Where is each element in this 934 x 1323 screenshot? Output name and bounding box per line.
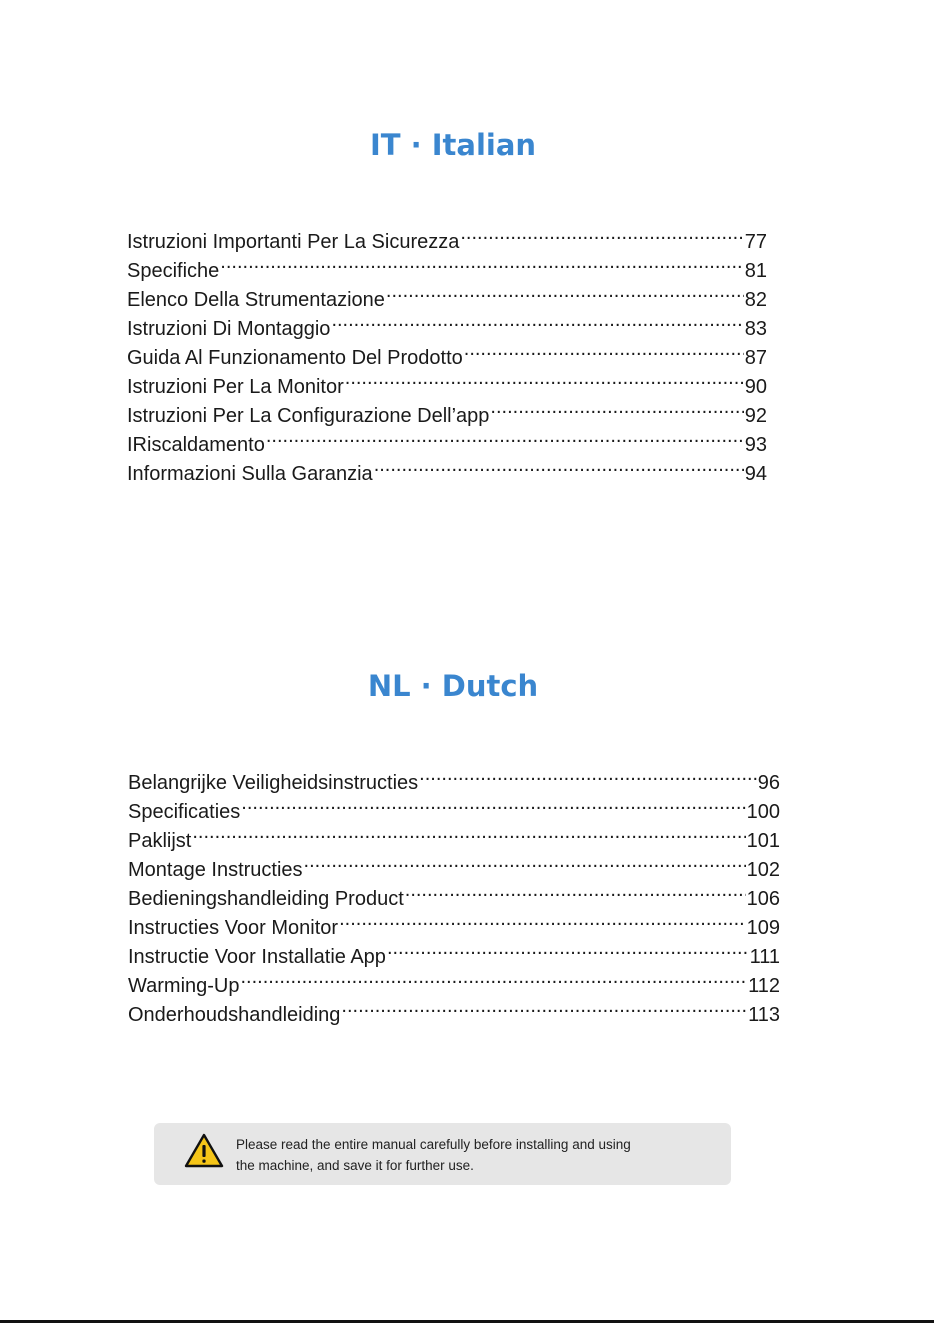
toc-leader-dots <box>241 789 745 818</box>
toc-entry-label: Informazioni Sulla Garanzia <box>127 463 373 485</box>
toc-entry[interactable] <box>128 847 780 881</box>
toc-entry-label: Istruzioni Di Montaggio <box>127 318 331 340</box>
section-title-dutch: NL · Dutch <box>367 669 539 703</box>
toc-entry-label: Istruzioni Importanti Per La Sicurezza <box>127 231 460 253</box>
toc-entry[interactable] <box>128 818 780 852</box>
section-title-italian: IT · Italian <box>369 128 537 162</box>
toc-leader-dots <box>241 963 748 992</box>
toc-leader-dots <box>387 934 749 963</box>
toc-leader-dots <box>266 422 744 451</box>
toc-leader-dots <box>339 905 746 934</box>
toc-entry[interactable] <box>127 277 767 311</box>
toc-entry-label: Istruzioni Per La Configurazione Dell’app <box>127 405 490 427</box>
toc-entry-label: Instructie Voor Installatie App <box>128 946 386 968</box>
toc-entry-page: 82 <box>744 289 767 311</box>
toc-leader-dots <box>192 818 745 847</box>
toc-entry-page: 112 <box>748 975 780 997</box>
safety-notice-line: Please read the entire manual carefully before installing and using <box>236 1137 631 1152</box>
toc-entry-label: IRiscaldamento <box>127 434 265 456</box>
warning-icon <box>184 1133 224 1169</box>
toc-leader-dots <box>405 876 746 905</box>
toc-leader-dots <box>331 306 743 335</box>
toc-dutch <box>128 760 780 1026</box>
toc-entry-page: 81 <box>744 260 767 282</box>
toc-entry-page: 93 <box>744 434 767 456</box>
toc-entry-label: Istruzioni Per La Monitor <box>127 376 344 398</box>
safety-notice-line: the machine, and save it for further use. <box>236 1158 474 1173</box>
toc-italian <box>127 219 767 485</box>
toc-entry-page: 92 <box>744 405 767 427</box>
toc-entry-page: 90 <box>744 376 767 398</box>
toc-entry-label: Elenco Della Strumentazione <box>127 289 385 311</box>
toc-leader-dots <box>341 992 747 1021</box>
toc-entry[interactable] <box>128 760 780 794</box>
toc-leader-dots <box>374 451 744 480</box>
safety-notice-box <box>154 1123 731 1185</box>
toc-leader-dots <box>386 277 744 306</box>
toc-entry-label: Paklijst <box>128 830 192 852</box>
toc-entry-page: 96 <box>757 772 780 794</box>
toc-leader-dots <box>490 393 743 422</box>
toc-leader-dots <box>464 335 744 364</box>
toc-entry-page: 83 <box>744 318 767 340</box>
toc-entry-label: Specifiche <box>127 260 220 282</box>
toc-entry-page: 113 <box>748 1004 780 1026</box>
toc-entry-label: Instructies Voor Monitor <box>128 917 339 939</box>
toc-entry-label: Bedieningshandleiding Product <box>128 888 404 910</box>
toc-entry-page: 100 <box>746 801 780 823</box>
toc-leader-dots <box>220 248 743 277</box>
toc-entry-page: 87 <box>744 347 767 369</box>
toc-leader-dots <box>345 364 744 393</box>
toc-entry-page: 101 <box>746 830 780 852</box>
toc-entry-label: Guida Al Funzionamento Del Prodotto <box>127 347 463 369</box>
toc-entry[interactable] <box>127 248 767 282</box>
toc-entry-page: 94 <box>744 463 767 485</box>
toc-entry-page: 102 <box>746 859 780 881</box>
toc-entry-label: Warming-Up <box>128 975 240 997</box>
toc-entry-label: Belangrijke Veiligheidsinstructies <box>128 772 419 794</box>
toc-entry-label: Specificaties <box>128 801 241 823</box>
toc-leader-dots <box>304 847 746 876</box>
toc-entry-page: 109 <box>746 917 780 939</box>
toc-entry-page: 77 <box>744 231 767 253</box>
toc-leader-dots <box>419 760 757 789</box>
toc-leader-dots <box>460 219 743 248</box>
toc-entry-label: Onderhoudshandleiding <box>128 1004 341 1026</box>
toc-entry-page: 106 <box>746 888 780 910</box>
toc-entry[interactable] <box>127 219 767 253</box>
toc-entry-page: 111 <box>749 946 780 968</box>
toc-entry-label: Montage Instructies <box>128 859 303 881</box>
safety-notice-text <box>236 1134 716 1176</box>
